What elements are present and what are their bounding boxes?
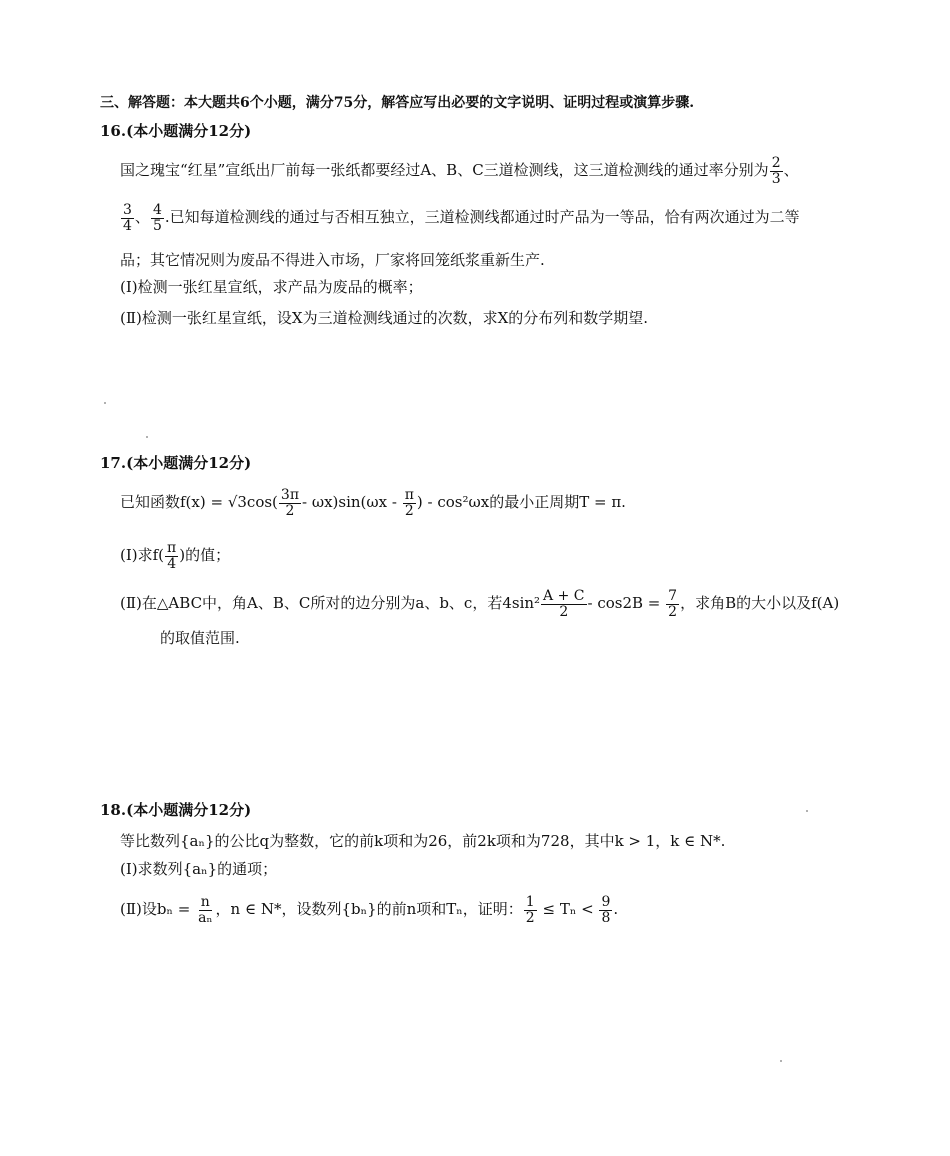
fraction-9-8 — [599, 895, 612, 925]
fraction-denominator: 3 — [771, 170, 781, 187]
q17-stem-text-b: - ωx)sin(ωx - — [302, 493, 397, 512]
fraction-numerator: 3π — [280, 487, 300, 503]
q17-stem-text-c: ) - cos²ωx的最小正周期T = π. — [416, 493, 626, 512]
fraction-denominator: 2 — [559, 603, 569, 620]
q17-part-2-text-a: (Ⅱ)在△ABC中，角A、B、C所对的边分别为a、b、c，若4sin² — [120, 594, 541, 613]
q17-stem — [120, 488, 626, 518]
fraction-numerator: 1 — [525, 894, 535, 910]
q16-part-2: (Ⅱ)检测一张红星宣纸，设X为三道检测线通过的次数，求X的分布列和数学期望. — [120, 309, 649, 327]
fraction-3pi-2 — [279, 488, 301, 518]
scan-speck — [146, 436, 148, 438]
q17-part-1 — [120, 541, 230, 571]
separator: 、 — [783, 161, 799, 180]
fraction-2-3 — [770, 156, 783, 186]
fraction-denominator: 5 — [152, 217, 162, 234]
fraction-numerator: 7 — [668, 588, 678, 604]
fraction-denominator: aₙ — [198, 909, 213, 926]
q17-part-2 — [120, 589, 839, 619]
fraction-pi-4 — [165, 541, 178, 571]
fraction-denominator: 2 — [668, 603, 678, 620]
section-header: 三、解答题：本大题共6个小题，满分75分，解答应写出必要的文字说明、证明过程或演算步骤. — [100, 95, 695, 111]
q17-part-1-text-a: (Ⅰ)求f( — [120, 546, 165, 565]
q18-part-2-text-d: . — [613, 900, 619, 919]
fraction-numerator: 4 — [152, 202, 162, 218]
fraction-numerator: 3 — [123, 202, 132, 218]
fraction-denominator: 2 — [525, 909, 535, 926]
scan-speck — [104, 402, 106, 404]
fraction-1-2 — [524, 895, 537, 925]
q16-heading: 16.(本小题满分12分) — [100, 122, 252, 140]
fraction-denominator: 2 — [404, 502, 414, 519]
fraction-numerator: n — [200, 894, 210, 910]
q16-body-line-1 — [120, 156, 799, 186]
q18-part-1: (Ⅰ)求数列{aₙ}的通项； — [120, 860, 278, 878]
fraction-4-5 — [151, 203, 164, 233]
q18-part-2 — [120, 895, 618, 925]
fraction-7-2 — [666, 589, 679, 619]
fraction-denominator: 4 — [167, 555, 177, 572]
fraction-n-an — [196, 895, 214, 925]
q18-part-2-text-b: ，n ∈ N*，设数列{bₙ}的前n项和Tₙ，证明： — [215, 900, 523, 919]
q18-stem: 等比数列{aₙ}的公比q为整数，它的前k项和为26，前2k项和为728，其中k > 1，k ∈ N*. — [120, 832, 726, 850]
fraction-3-4 — [121, 203, 134, 233]
q18-part-2-text-c: ≤ Tₙ < — [542, 900, 594, 919]
fraction-pi-2 — [403, 488, 416, 518]
q16-part-1: (Ⅰ)检测一张红星宣纸，求产品为废品的概率； — [120, 278, 423, 296]
q17-part-2-text-c: ，求角B的大小以及f(A) — [680, 594, 840, 613]
scan-speck — [806, 810, 808, 812]
fraction-numerator: π — [167, 540, 177, 556]
q16-body-text-2: .已知每道检测线的通过与否相互独立，三道检测线都通过时产品为一等品，恰有两次通过为二等 — [164, 208, 800, 227]
q18-heading: 18.(本小题满分12分) — [100, 801, 252, 819]
fraction-numerator: 2 — [771, 155, 781, 171]
fraction-denominator: 4 — [123, 217, 132, 234]
q16-body-line-3: 品；其它情况则为废品不得进入市场，厂家将回笼纸浆重新生产. — [120, 251, 545, 269]
q17-stem-text-a: 已知函数f(x) = √3cos( — [120, 493, 278, 512]
q17-heading: 17.(本小题满分12分) — [100, 454, 252, 472]
q18-part-2-text-a: (Ⅱ)设bₙ = — [120, 900, 191, 919]
q16-body-text-1: 国之瑰宝“红星”宣纸出厂前每一张纸都要经过A、B、C三道检测线，这三道检测线的通过率分别为 — [120, 161, 769, 180]
fraction-numerator: A + C — [543, 588, 585, 604]
fraction-denominator: 2 — [285, 502, 295, 519]
q17-part-2-text-b: - cos2B = — [587, 594, 661, 613]
q16-body-line-2 — [120, 203, 800, 233]
fraction-a-plus-c-2 — [541, 589, 586, 619]
fraction-numerator: π — [404, 487, 414, 503]
separator: 、 — [134, 208, 150, 227]
scan-speck — [780, 1060, 782, 1062]
fraction-numerator: 9 — [601, 894, 611, 910]
q17-part-2-continued: 的取值范围. — [160, 629, 240, 647]
q17-part-1-text-b: )的值； — [179, 546, 231, 565]
fraction-denominator: 8 — [601, 909, 611, 926]
